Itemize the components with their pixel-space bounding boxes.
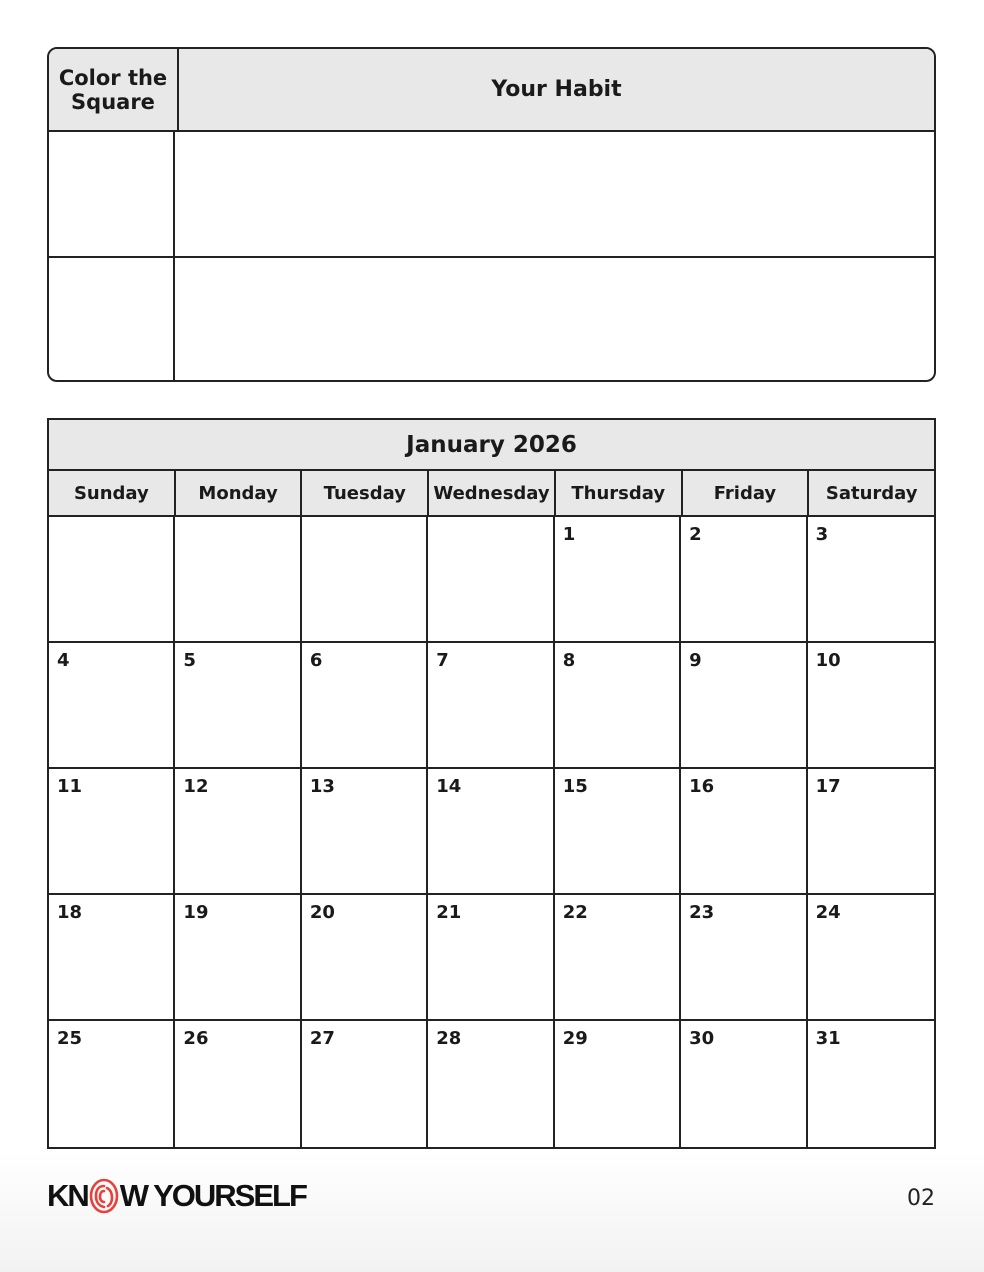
page-number: 02 [907, 1186, 935, 1211]
day-cell[interactable] [681, 643, 807, 769]
calendar-grid [49, 517, 934, 1147]
day-number: 11 [57, 776, 83, 797]
habit-row [49, 132, 934, 258]
habit-table [47, 47, 936, 382]
day-number: 9 [689, 650, 702, 671]
day-number: 13 [309, 776, 335, 797]
day-number: 30 [689, 1028, 715, 1049]
day-number: 18 [57, 902, 83, 923]
day-number: 29 [562, 1028, 588, 1049]
day-cell[interactable] [302, 769, 428, 895]
day-number: 8 [562, 650, 576, 671]
habit-row [49, 258, 934, 382]
weekday-tuesday: Tuesday [302, 471, 429, 515]
day-cell[interactable] [808, 517, 934, 643]
know-yourself-logo [47, 1176, 306, 1216]
day-number: 25 [57, 1028, 83, 1049]
day-cell[interactable] [555, 643, 681, 769]
habit-entry-cell[interactable] [175, 132, 934, 256]
day-number: 22 [562, 902, 588, 923]
fingerprint-icon [89, 1178, 119, 1214]
weekday-wednesday: Wednesday [429, 471, 556, 515]
day-number: 15 [562, 776, 588, 797]
day-number: 28 [436, 1028, 462, 1049]
day-cell[interactable] [302, 895, 428, 1021]
day-cell[interactable] [428, 895, 554, 1021]
day-cell[interactable] [49, 769, 175, 895]
day-number: 16 [689, 776, 715, 797]
day-cell[interactable] [49, 1021, 175, 1147]
day-number: 17 [815, 776, 841, 797]
habit-table-header [49, 49, 934, 132]
day-cell[interactable] [428, 769, 554, 895]
day-cell[interactable] [555, 895, 681, 1021]
day-cell[interactable] [302, 643, 428, 769]
day-number: 12 [183, 776, 209, 797]
day-number: 1 [562, 524, 576, 545]
day-cell[interactable] [681, 1021, 807, 1147]
day-cell[interactable] [49, 643, 175, 769]
day-cell[interactable] [555, 517, 681, 643]
weekday-monday: Monday [176, 471, 303, 515]
day-cell[interactable] [49, 895, 175, 1021]
logo-text-part2: W YOURSELF [119, 1178, 306, 1213]
day-cell[interactable] [302, 517, 428, 643]
your-habit-header: Your Habit [491, 77, 622, 102]
day-number: 24 [815, 902, 841, 923]
day-cell[interactable] [302, 1021, 428, 1147]
day-number: 27 [309, 1028, 335, 1049]
day-number: 7 [436, 650, 449, 671]
day-cell[interactable] [428, 1021, 554, 1147]
day-number: 31 [815, 1028, 841, 1049]
color-square-header: Color the Square [49, 49, 179, 130]
day-cell[interactable] [175, 643, 301, 769]
day-number: 21 [436, 902, 462, 923]
day-cell[interactable] [49, 517, 175, 643]
day-number: 20 [309, 902, 335, 923]
day-cell[interactable] [681, 769, 807, 895]
day-cell[interactable] [808, 643, 934, 769]
day-number: 19 [183, 902, 209, 923]
habit-entry-cell[interactable] [175, 258, 934, 382]
day-number: 4 [57, 650, 70, 671]
logo-text-part1: KN [47, 1178, 88, 1213]
day-number: 10 [815, 650, 841, 671]
day-cell[interactable] [428, 517, 554, 643]
weekday-header-row [49, 471, 934, 517]
color-square-cell[interactable] [49, 258, 175, 382]
color-square-cell[interactable] [49, 132, 175, 256]
day-number: 26 [183, 1028, 209, 1049]
day-number: 23 [689, 902, 715, 923]
day-number: 3 [815, 524, 829, 545]
weekday-thursday: Thursday [556, 471, 683, 515]
day-number: 5 [183, 650, 196, 671]
calendar-title: January 2026 [49, 420, 934, 471]
day-cell[interactable] [681, 517, 807, 643]
day-cell[interactable] [808, 769, 934, 895]
day-cell[interactable] [175, 769, 301, 895]
weekday-saturday: Saturday [825, 482, 918, 504]
day-cell[interactable] [175, 1021, 301, 1147]
day-cell[interactable] [681, 895, 807, 1021]
day-number: 6 [309, 650, 323, 671]
day-cell[interactable] [555, 1021, 681, 1147]
day-number: 2 [689, 524, 702, 545]
weekday-friday: Friday [683, 471, 810, 515]
day-cell[interactable] [428, 643, 554, 769]
day-cell[interactable] [175, 895, 301, 1021]
day-cell[interactable] [808, 895, 934, 1021]
day-cell[interactable] [175, 517, 301, 643]
day-cell[interactable] [555, 769, 681, 895]
weekday-sunday: Sunday [49, 471, 176, 515]
calendar [47, 418, 936, 1149]
day-number: 14 [436, 776, 462, 797]
day-cell[interactable] [808, 1021, 934, 1147]
